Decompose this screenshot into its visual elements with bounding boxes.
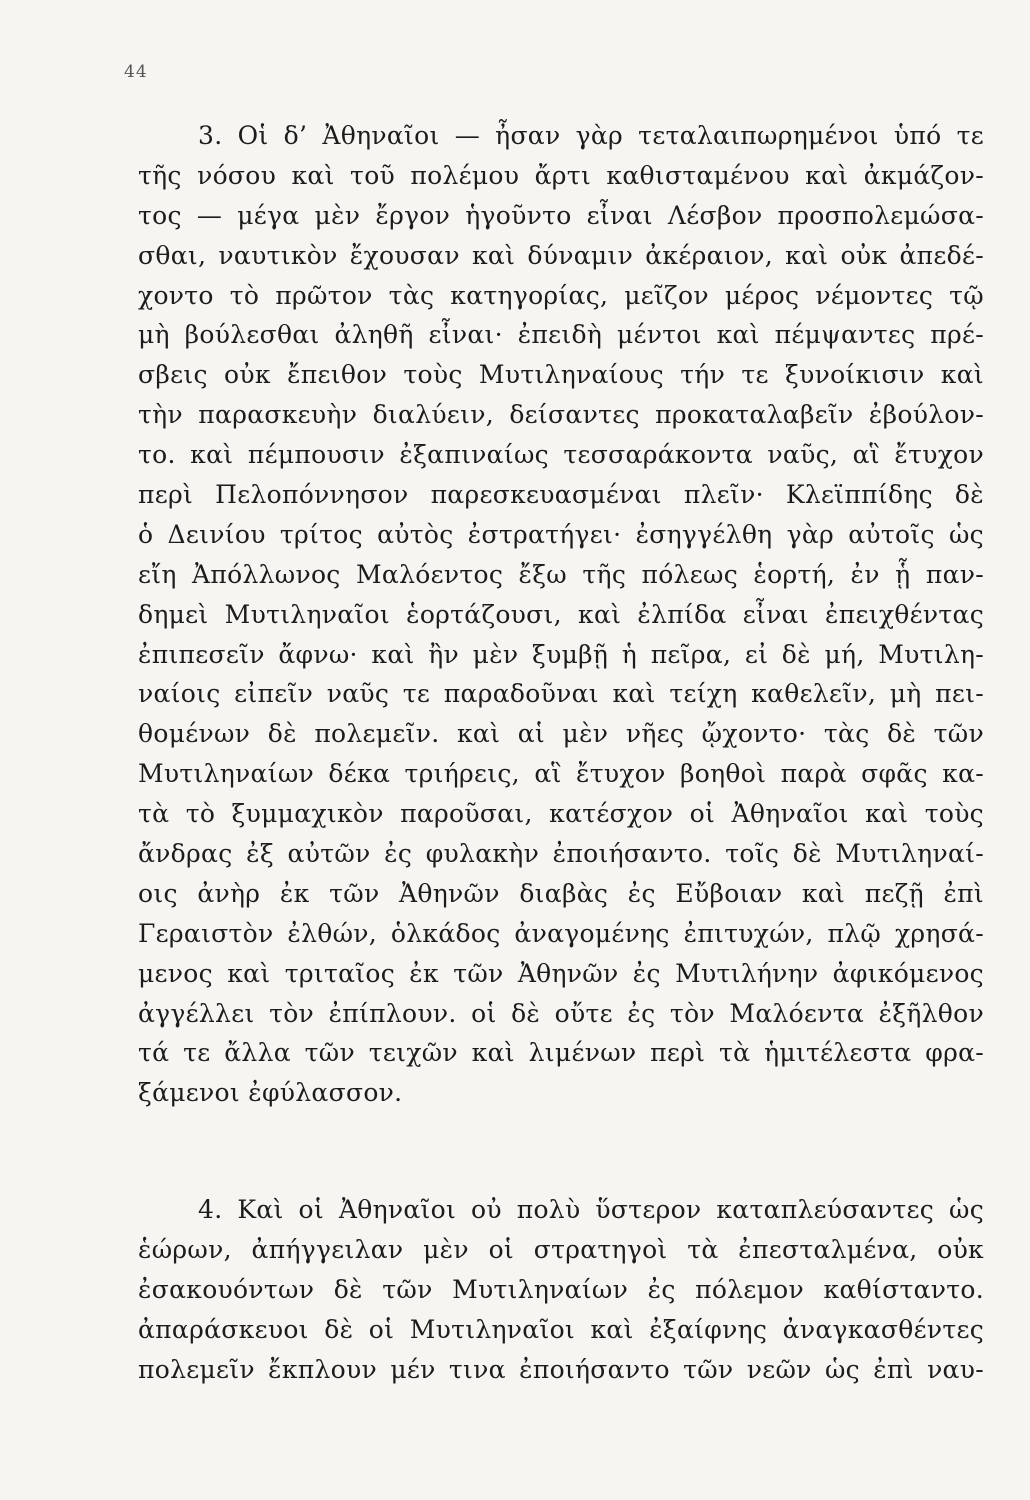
section-3-paragraph [138, 116, 984, 1113]
text-line: 3. Οἱ δ’ Ἀθηναῖοι — ἦσαν γὰρ τεταλαιπωρημένοι ὑπό τε [198, 121, 984, 150]
text-line: σβεις οὐκ ἔπειθον τοὺς Μυτιληναίους τήν τε ξυνοίκισιν καὶ [138, 360, 984, 390]
text-line: Μυτιληναίων δέκα τριήρεις, αἳ ἔτυχον βοηθοὶ παρὰ σφᾶς κα- [138, 759, 984, 789]
text-line: πολεμεῖν ἔκπλουν μέν τινα ἐποιήσαντο τῶν νεῶν ὡς ἐπὶ ναυ- [138, 1354, 984, 1384]
text-line: σθαι, ναυτικὸν ἔχουσαν καὶ δύναμιν ἀκέραιον, καὶ οὐκ ἀπεδέ- [138, 240, 984, 270]
text-line: περὶ Πελοπόννησον παρεσκευασμέναι πλεῖν· Κλεϊππίδης δὲ [138, 480, 984, 510]
text-line: ἐσακουόντων δὲ τῶν Μυτιληναίων ἐς πόλεμον καθίσταντο. [138, 1274, 984, 1304]
text-line: Γεραιστὸν ἐλθών, ὁλκάδος ἀναγομένης ἐπιτυχών, πλῷ χρησά- [138, 918, 984, 948]
text-line: 4. Καὶ οἱ Ἀθηναῖοι οὐ πολὺ ὕστερον καταπλεύσαντες ὡς [198, 1195, 984, 1224]
text-line: ἑώρων, ἀπήγγειλαν μὲν οἱ στρατηγοὶ τὰ ἐπεσταλμένα, οὐκ [138, 1234, 984, 1264]
text-line: μὴ βούλεσθαι ἀληθῆ εἶναι· ἐπειδὴ μέντοι καὶ πέμψαντες πρέ- [138, 320, 984, 350]
text-line: τος — μέγα μὲν ἔργον ἡγοῦντο εἶναι Λέσβον προσπολεμώσα- [138, 200, 984, 230]
text-line: ἄνδρας ἐξ αὐτῶν ἐς φυλακὴν ἐποιήσαντο. τοῖς δὲ Μυτιληναί- [138, 839, 984, 869]
text-line: χοντο τὸ πρῶτον τὰς κατηγορίας, μεῖζον μέρος νέμοντες τῷ [138, 280, 984, 310]
text-line: τὰ τὸ ξυμμαχικὸν παροῦσαι, κατέσχον οἱ Ἀθηναῖοι καὶ τοὺς [138, 799, 984, 829]
text-line: μενος καὶ τριταῖος ἐκ τῶν Ἀθηνῶν ἐς Μυτιλήνην ἀφικόμενος [138, 958, 984, 988]
text-line: τῆς νόσου καὶ τοῦ πολέμου ἄρτι καθισταμένου καὶ ἀκμάζον- [138, 160, 984, 190]
text-line: το. καὶ πέμπουσιν ἐξαπιναίως τεσσαράκοντα ναῦς, αἳ ἔτυχον [138, 440, 984, 470]
text-line: δημεὶ Μυτιληναῖοι ἑορτάζουσι, καὶ ἐλπίδα εἶναι ἐπειχθέντας [138, 599, 984, 629]
text-line: τά τε ἄλλα τῶν τειχῶν καὶ λιμένων περὶ τὰ ἡμιτέλεστα φρα- [138, 1038, 984, 1068]
page-number: 44 [124, 62, 148, 82]
text-line: εἴη Ἀπόλλωνος Μαλόεντος ἔξω τῆς πόλεως ἑορτή, ἐν ᾗ παν- [138, 559, 984, 589]
text-line: ἀπαράσκευοι δὲ οἱ Μυτιληναῖοι καὶ ἐξαίφνης ἀναγκασθέντες [138, 1314, 984, 1344]
text-line: ἐπιπεσεῖν ἄφνω· καὶ ἢν μὲν ξυμβῇ ἡ πεῖρα, εἰ δὲ μή, Μυτιλη- [138, 639, 984, 669]
text-line: ξάμενοι ἐφύλασσον. [138, 1078, 403, 1108]
text-line: θομένων δὲ πολεμεῖν. καὶ αἱ μὲν νῆες ᾤχοντο· τὰς δὲ τῶν [138, 719, 984, 749]
text-line: ὁ Δεινίου τρίτος αὐτὸς ἐστρατήγει· ἐσηγγέλθη γὰρ αὐτοῖς ὡς [138, 519, 984, 549]
section-4-paragraph [138, 1190, 984, 1389]
text-line: τὴν παρασκευὴν διαλύειν, δείσαντες προκαταλαβεῖν ἐβούλον- [138, 400, 984, 430]
text-line: ἀγγέλλει τὸν ἐπίπλουν. οἱ δὲ οὔτε ἐς τὸν Μαλόεντα ἐξῆλθον [138, 998, 984, 1028]
text-line: ναίοις εἰπεῖν ναῦς τε παραδοῦναι καὶ τείχη καθελεῖν, μὴ πει- [138, 679, 984, 709]
text-line: οις ἀνὴρ ἐκ τῶν Ἀθηνῶν διαβὰς ἐς Εὔβοιαν καὶ πεζῇ ἐπὶ [138, 878, 984, 908]
